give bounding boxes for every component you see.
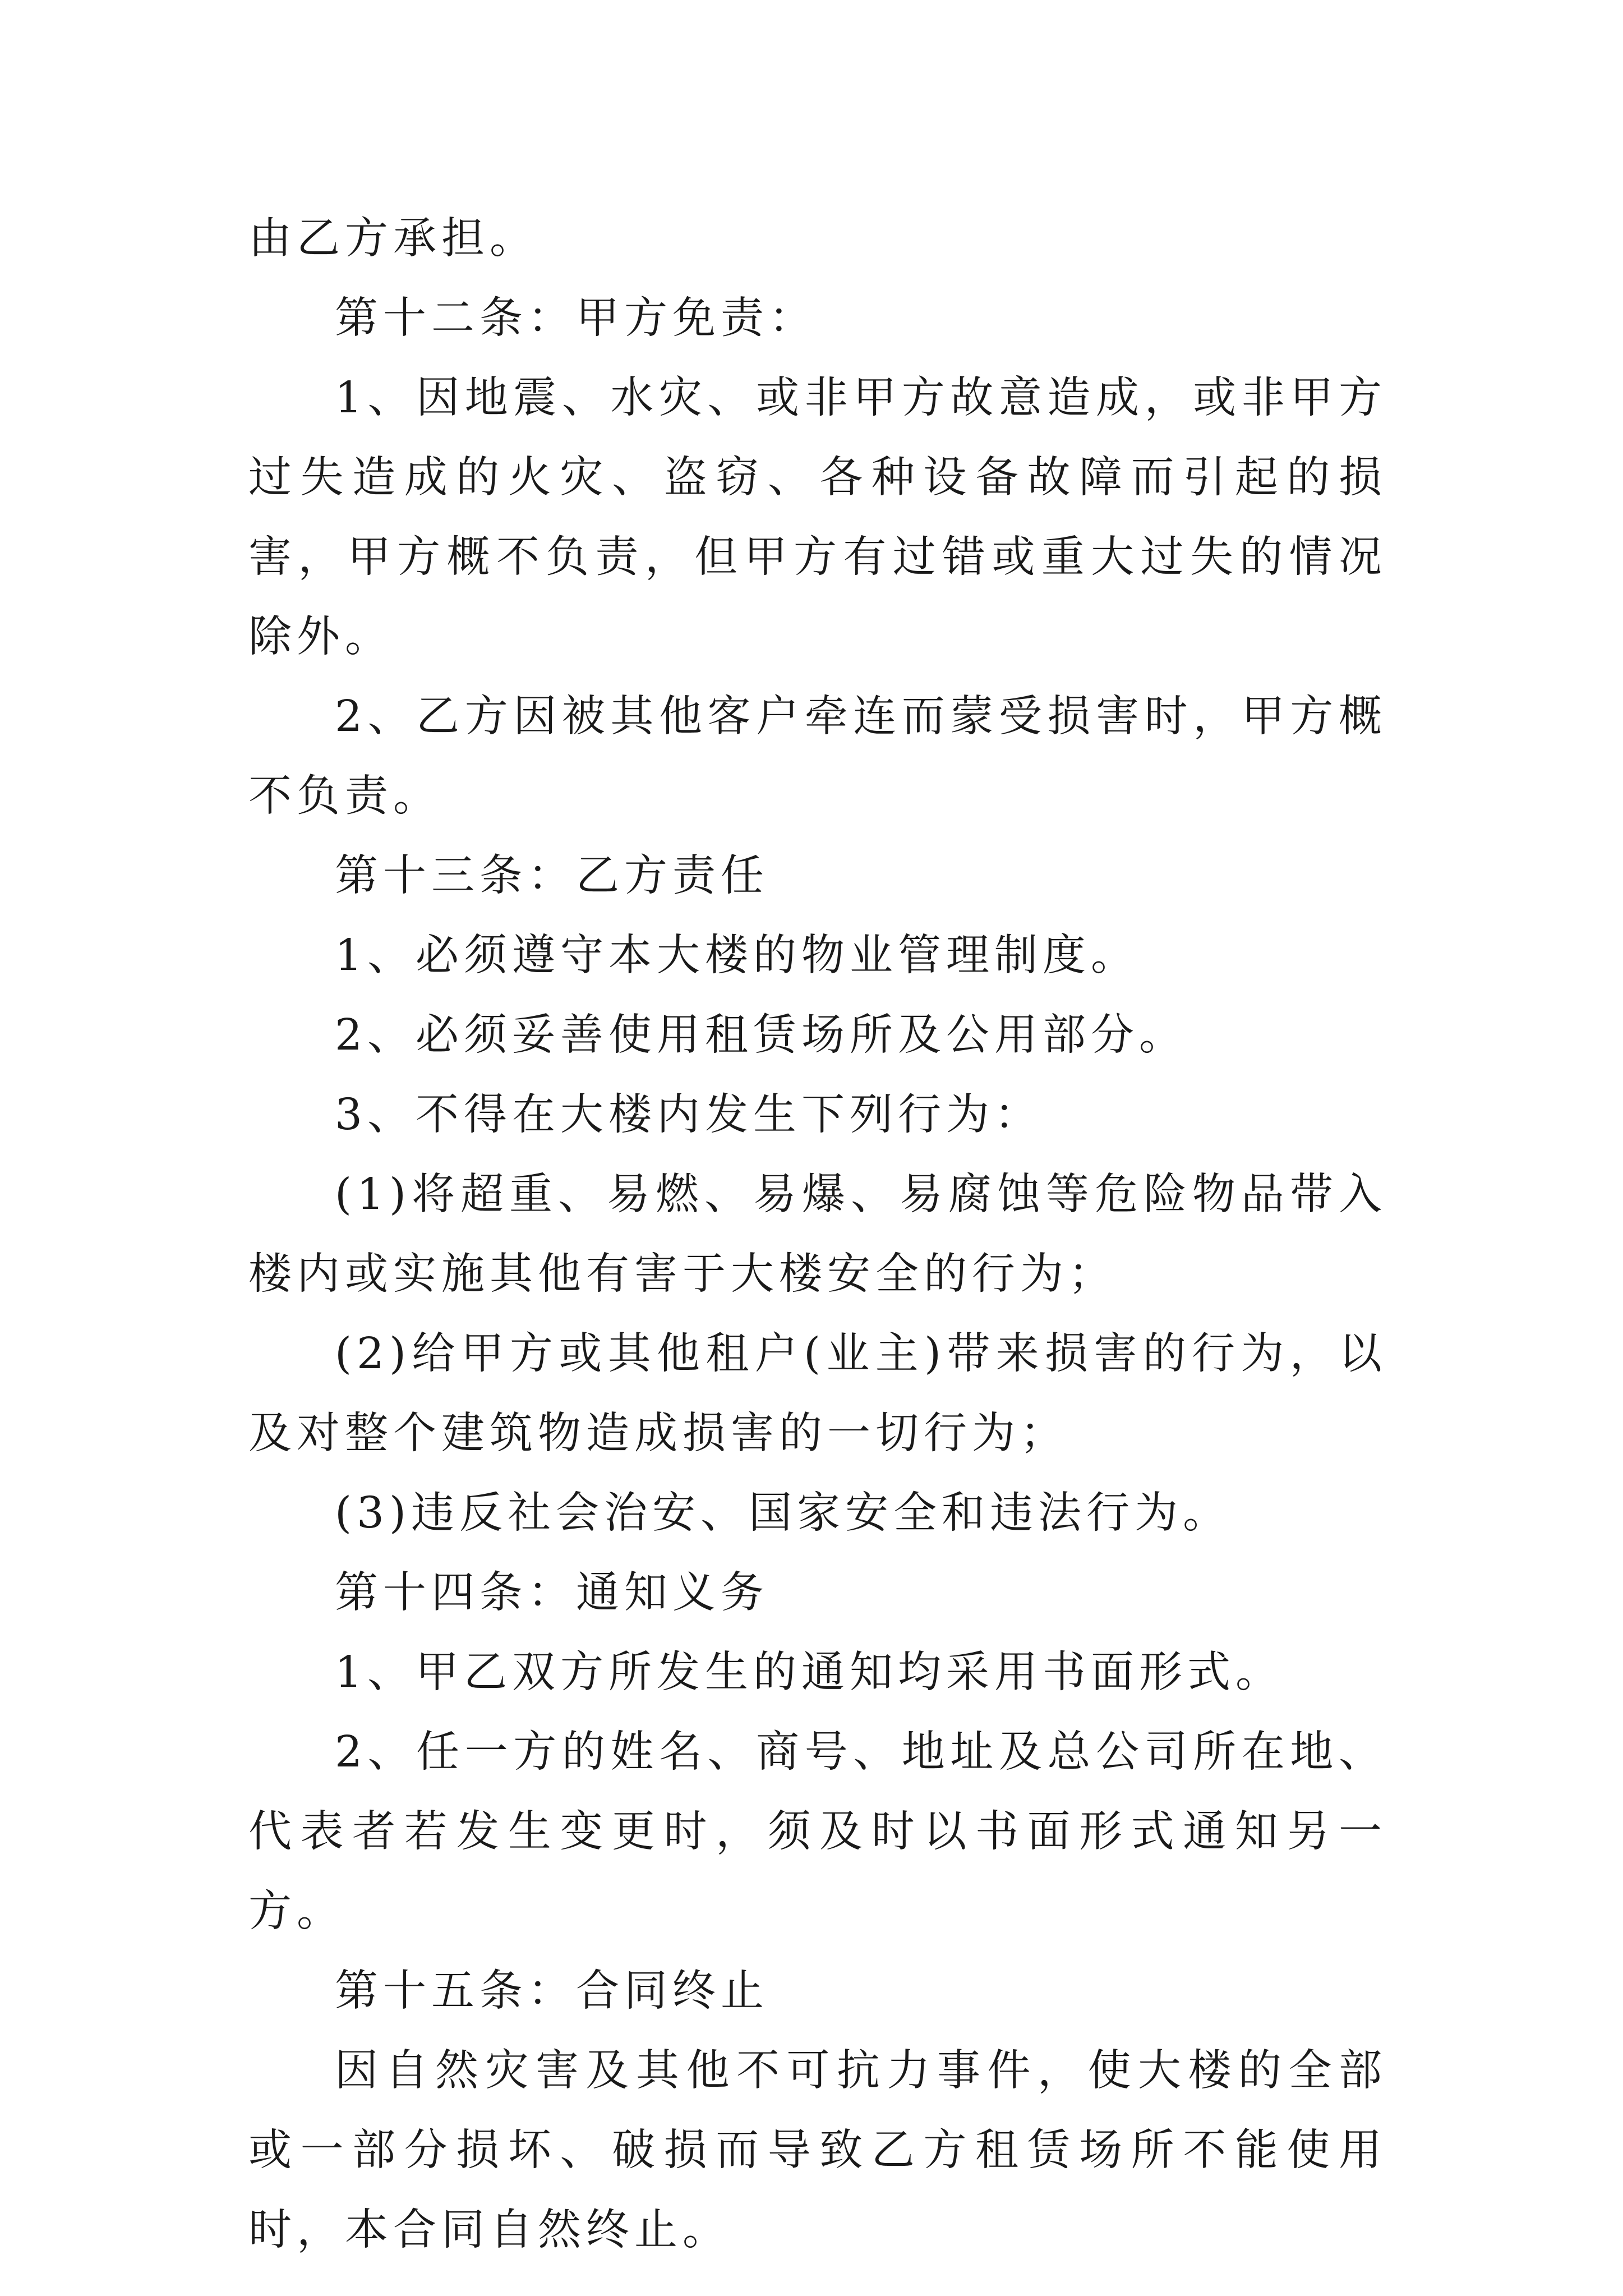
- article-14-heading: 第十四条：通知义务: [335, 1568, 769, 1618]
- article-15-heading: 第十五条：合同终止: [335, 1966, 769, 2016]
- article-13-subitem-3: (3)违反社会治安、国家安全和违法行为。: [335, 1488, 1232, 1538]
- article-12-heading: 第十二条：甲方免责：: [335, 293, 817, 343]
- article-12-item-2: 2、乙方因被其他客户牵连而蒙受损害时，甲方概不负责。: [248, 692, 1387, 821]
- article-13-subitem-1: (1)将超重、易燃、易爆、易腐蚀等危险物品带入楼内或实施其他有害于大楼安全的行为；: [248, 1170, 1387, 1299]
- article-12-item-1: 1、因地震、水灾、或非甲方故意造成，或非甲方过失造成的火灾、盗窃、各种设备故障而引起的损害，甲方概不负责，但甲方有过错或重大过失的情况除外。: [248, 373, 1387, 662]
- article-14-item-2: 2、任一方的姓名、商号、地址及总公司所在地、代表者若发生变更时，须及时以书面形式通知另一方。: [248, 1727, 1387, 1936]
- article-13-subitem-2: (2)给甲方或其他租户(业主)带来损害的行为，以及对整个建筑物造成损害的一切行为；: [248, 1329, 1387, 1458]
- article-14-item-1: 1、甲乙双方所发生的通知均采用书面形式。: [335, 1648, 1284, 1697]
- article-13-item-1: 1、必须遵守本大楼的物业管理制度。: [335, 931, 1139, 981]
- document-body: [248, 199, 1387, 2270]
- article-13-heading: 第十三条：乙方责任: [335, 851, 769, 901]
- article-13-item-3: 3、不得在大楼内发生下列行为：: [335, 1090, 1043, 1140]
- article-13-item-2: 2、必须妥善使用租赁场所及公用部分。: [335, 1010, 1187, 1060]
- paragraph-continuation: 由乙方承担。: [248, 214, 538, 264]
- article-15-body: 因自然灾害及其他不可抗力事件，使大楼的全部或一部分损坏、破损而导致乙方租赁场所不能使用时，本合同自然终止。: [248, 2046, 1387, 2255]
